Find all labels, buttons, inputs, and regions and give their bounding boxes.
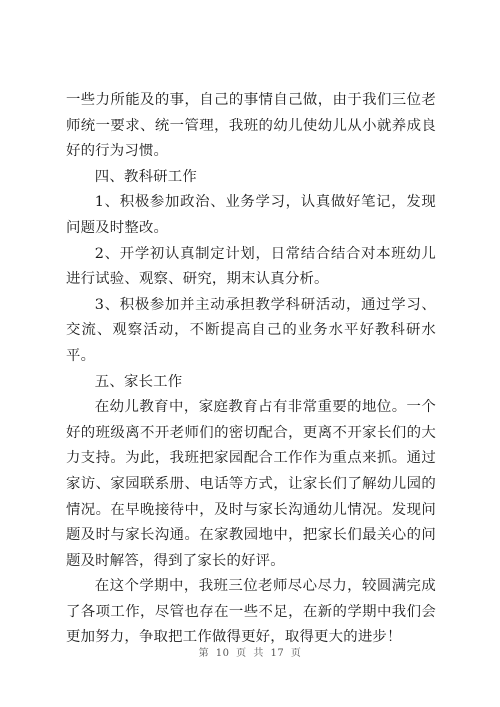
paragraph-research-item-3: 3、积极参加并主动承担教学科研活动，通过学习、交流、观察活动，不断提高自己的业务水平好教科研水平。 (66, 296, 436, 364)
paragraph-research-item-1: 1、积极参加政治、业务学习，认真做好笔记，发现问题及时整改。 (66, 194, 436, 236)
section-heading-research: 四、教科研工作 (94, 168, 197, 185)
paragraph-research-item-2: 2、开学初认真制定计划，日常结合结合对本班幼儿进行试验、观察、研究，期末认真分析。 (66, 245, 436, 288)
section-heading-parents: 五、家长工作 (94, 373, 183, 390)
paragraph-parents-work: 在幼儿教育中，家庭教育占有非常重要的地位。一个好的班级离不开老师们的密切配合，更离不开家长们的大力支持。为此，我班把家园配合工作作为重点来抓。通过家访、家园联系册、电话等方式，让家长们了解幼儿园的情况。在早晚接待中，及时与家长沟通幼儿情况。发现问题及时与家长沟通。在家教园地中，把家长们最关心的问题及时解答，得到了家长的好评。 (66, 399, 436, 569)
paragraph-conclusion: 在这个学期中，我班三位老师尽心尽力，较圆满完成了各项工作，尽管也存在一些不足，在新的学期中我们会更加努力，争取把工作做得更好，取得更大的进步！ (66, 578, 436, 646)
page-number-footer: 第 10 页 共 17 页 (198, 648, 302, 659)
document-body (66, 88, 436, 651)
paragraph-1: 一些力所能及的事，自己的事情自己做，由于我们三位老师统一要求、统一管理，我班的幼儿使幼儿从小就养成良好的行为习惯。 (66, 92, 436, 160)
